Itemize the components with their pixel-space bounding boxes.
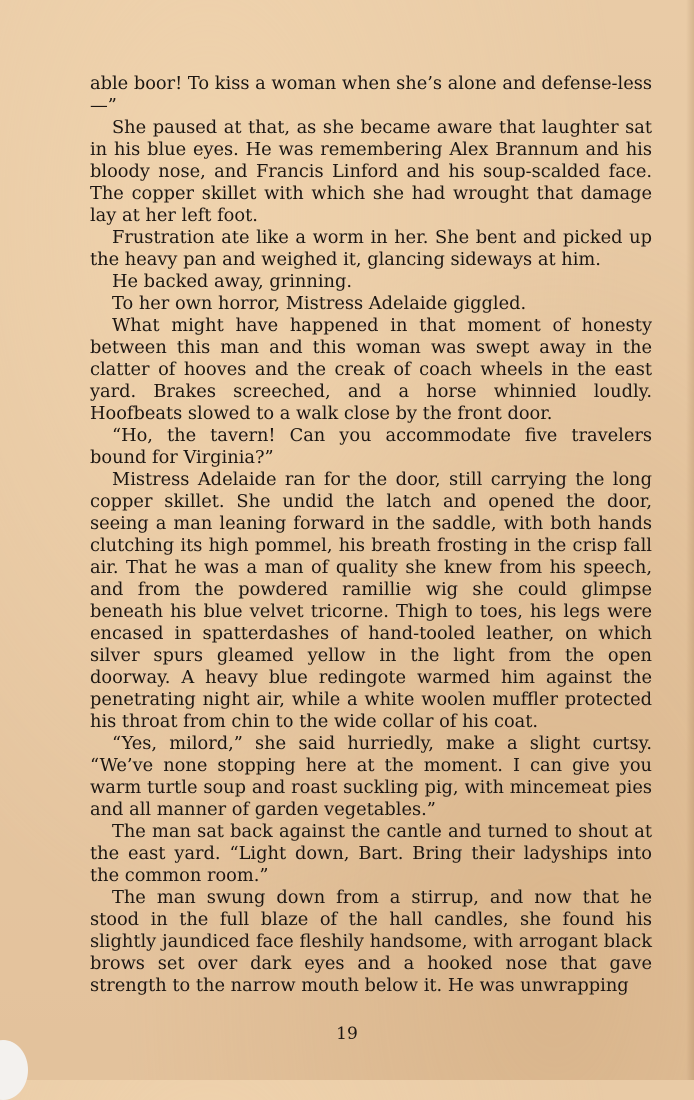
paragraph: Mistress Adelaide ran for the door, still carrying the long copper skillet. She undid the latch and opened the door, seeing a man leaning forward in the saddle, with both hands clutching its high pommel, his breath frosting in the crisp fall air. That he was a man of quality she knew from his speech, and from the powdered ramillie wig she could glimpse beneath his blue velvet tricorne. Thigh to toes, his legs were encased in spatterdashes of hand-tooled leather, on which silver spurs gleamed yellow in the light from the open doorway. A heavy blue redingote warmed him against the penetrating night air, while a white woolen muffler protected his throat from chin to the wide collar of his coat. <box>90 469 652 732</box>
page-edge-shadow <box>686 0 694 1080</box>
body-text <box>90 73 652 997</box>
paragraph-continued: able boor! To kiss a woman when she’s alone and defense-less—” <box>90 73 652 116</box>
paragraph: He backed away, grinning. <box>112 271 353 292</box>
paragraph: “Yes, milord,” she said hurriedly, make a slight curtsy. “We’ve none stopping here at the moment. I can give you warm turtle soup and roast suckling pig, with mincemeat pies and all manner of garden vegetables.” <box>90 733 652 820</box>
paragraph: What might have happened in that moment of honesty between this man and this woman was swept away in the clatter of hooves and the creak of coach wheels in the east yard. Brakes screeched, and a horse whinnied loudly. Hoofbeats slowed to a walk close by the front door. <box>90 315 652 424</box>
paragraph: “Ho, the tavern! Can you accommodate five travelers bound for Virginia?” <box>90 425 652 468</box>
paragraph: She paused at that, as she became aware that laughter sat in his blue eyes. He was remembering Alex Brannum and his bloody nose, and Francis Linford and his soup-scalded face. The copper skillet with which she had wrought that damage lay at her left foot. <box>90 117 652 226</box>
page-number: 19 <box>336 1024 358 1044</box>
paragraph: The man swung down from a stirrup, and now that he stood in the full blaze of the hall candles, she found his slightly jaundiced face fleshily handsome, with arrogant black brows set over dark eyes and a hooked nose that gave strength to the narrow mouth below it. He was unwrapping <box>90 887 652 996</box>
corner-blemish <box>0 1040 28 1100</box>
paragraph: The man sat back against the cantle and turned to shout at the east yard. “Light down, Bart. Bring their ladyships into the common room.” <box>90 821 652 886</box>
paragraph: To her own horror, Mistress Adelaide giggled. <box>112 293 527 314</box>
paragraph: Frustration ate like a worm in her. She bent and picked up the heavy pan and weighed it, glancing sideways at him. <box>90 227 652 270</box>
